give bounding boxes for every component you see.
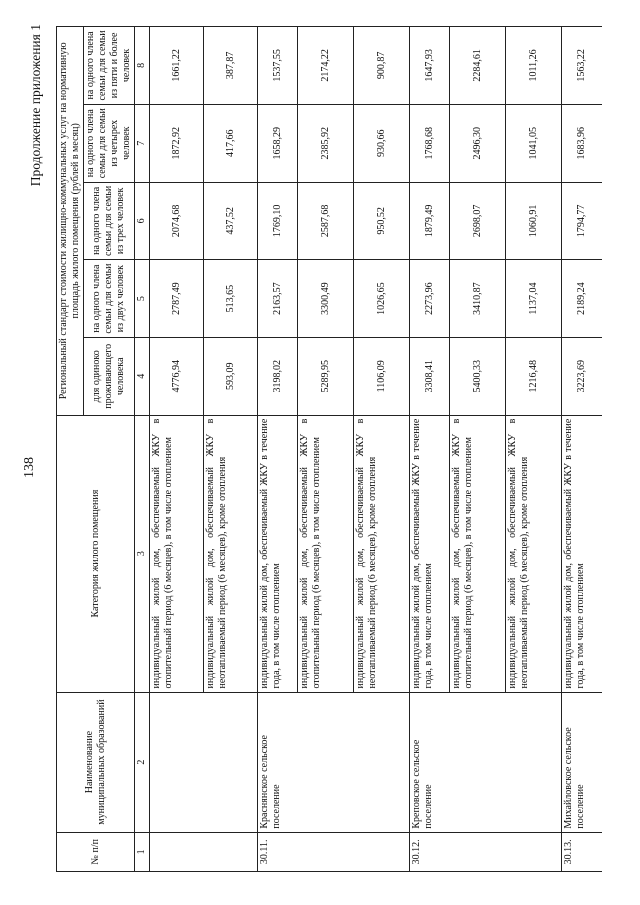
value-cell: 950,52 [354, 182, 410, 260]
row-number: 30.11. [258, 832, 410, 871]
municipality-name: Креповское сельское поселение [410, 692, 562, 832]
colnum: 7 [135, 104, 150, 182]
table-row [258, 27, 298, 872]
value-cell: 3308,41 [410, 337, 450, 415]
municipality-name: Краснянское сельское поселение [258, 692, 410, 832]
category-text: индивидуальный жилой дом, обеспечиваемый ЖКУ в отопительный период (6 месяцев), в том числе отоплением [150, 415, 204, 692]
value-cell: 1563,22 [562, 27, 602, 105]
col-category-header: Категория жилого помещения [57, 415, 135, 692]
value-cell: 593,09 [204, 337, 258, 415]
value-cell: 2284,61 [450, 27, 506, 105]
municipality-name: Михайловское сельское поселение [562, 692, 602, 832]
value-cell: 1060,91 [506, 182, 562, 260]
col-muni-header: Наименование муниципальных образований [57, 692, 135, 832]
value-cell: 1647,93 [410, 27, 450, 105]
colnum: 1 [135, 832, 150, 871]
colnum: 4 [135, 337, 150, 415]
value-cell: 5289,95 [298, 337, 354, 415]
subheader-family-3: на одного члена семьи для семьи из трех человек [84, 182, 135, 260]
value-cell: 1216,48 [506, 337, 562, 415]
value-cell: 2074,68 [150, 182, 204, 260]
municipality-name [150, 692, 258, 832]
value-cell: 2787,49 [150, 260, 204, 338]
colnum: 8 [135, 27, 150, 105]
value-cell: 1106,09 [354, 337, 410, 415]
value-cell: 4776,94 [150, 337, 204, 415]
colnum: 3 [135, 415, 150, 692]
value-cell: 1026,65 [354, 260, 410, 338]
category-text: индивидуальный жилой дом, обеспечиваемый ЖКУ в неотапливаемый период (6 месяцев), кроме отопления [204, 415, 258, 692]
value-cell: 2163,57 [258, 260, 298, 338]
value-cell: 900,87 [354, 27, 410, 105]
value-cell: 2174,22 [298, 27, 354, 105]
page-number: 138 [22, 457, 37, 478]
value-cell: 930,66 [354, 104, 410, 182]
value-cell: 1537,55 [258, 27, 298, 105]
value-cell: 387,87 [204, 27, 258, 105]
category-text: индивидуальный жилой дом, обеспечиваемый ЖКУ в течение года, в том числе отоплением [258, 415, 298, 692]
row-number: 30.13. [562, 832, 602, 871]
subheader-family-4: на одного члена семьи для семьи из четырех человек [84, 104, 135, 182]
column-number-row [135, 27, 150, 872]
table-row [410, 27, 450, 872]
appendix-label: Продолжение приложения 1 [28, 24, 43, 187]
category-text: индивидуальный жилой дом, обеспечиваемый ЖКУ в отопительный период (6 месяцев), в том числе отоплением [450, 415, 506, 692]
housing-cost-table [56, 26, 602, 872]
table-row [150, 27, 204, 872]
colnum: 6 [135, 182, 150, 260]
value-cell: 2587,68 [298, 182, 354, 260]
col-no-header: № п/п [57, 832, 135, 871]
value-cell: 1137,04 [506, 260, 562, 338]
value-cell: 1041,05 [506, 104, 562, 182]
value-cell: 1879,49 [410, 182, 450, 260]
value-cell: 513,65 [204, 260, 258, 338]
value-cell: 1683,96 [562, 104, 602, 182]
header-row [57, 27, 84, 872]
value-cell: 2273,96 [410, 260, 450, 338]
value-cell: 3410,87 [450, 260, 506, 338]
value-cell: 2698,07 [450, 182, 506, 260]
value-cell: 2496,30 [450, 104, 506, 182]
value-cell: 3300,49 [298, 260, 354, 338]
value-cell: 1872,92 [150, 104, 204, 182]
category-text: индивидуальный жилой дом, обеспечиваемый ЖКУ в неотапливаемый период (6 месяцев), кроме отопления [506, 415, 562, 692]
subheader-family-2: на одного члена семьи для семьи из двух человек [84, 260, 135, 338]
value-cell: 1768,68 [410, 104, 450, 182]
table-row [562, 27, 602, 872]
colnum: 2 [135, 692, 150, 832]
value-cell: 417,66 [204, 104, 258, 182]
value-cell: 1658,29 [258, 104, 298, 182]
col-standard-header: Региональный стандарт стоимости жилищно-коммунальных услуг на нормативную площадь жилого помещения (рублей в месяц) [57, 27, 84, 416]
value-cell: 437,52 [204, 182, 258, 260]
value-cell: 3198,02 [258, 337, 298, 415]
row-number: 30.12. [410, 832, 562, 871]
value-cell: 1661,22 [150, 27, 204, 105]
value-cell: 3223,69 [562, 337, 602, 415]
value-cell: 2385,92 [298, 104, 354, 182]
colnum: 5 [135, 260, 150, 338]
category-text: индивидуальный жилой дом, обеспечиваемый ЖКУ в течение года, в том числе отоплением [410, 415, 450, 692]
row-number [150, 832, 258, 871]
category-text: индивидуальный жилой дом, обеспечиваемый ЖКУ в течение года, в том числе отоплением [562, 415, 602, 692]
category-text: индивидуальный жилой дом, обеспечиваемый ЖКУ в отопительный период (6 месяцев), в том числе отоплением [298, 415, 354, 692]
subheader-single: для одиноко проживающего человека [84, 337, 135, 415]
subheader-family-5plus: на одного члена семьи для семьи из пяти и более человек [84, 27, 135, 105]
value-cell: 1794,77 [562, 182, 602, 260]
value-cell: 5400,33 [450, 337, 506, 415]
category-text: индивидуальный жилой дом, обеспечиваемый ЖКУ в неотапливаемый период (6 месяцев), кроме отопления [354, 415, 410, 692]
value-cell: 1011,26 [506, 27, 562, 105]
value-cell: 1769,10 [258, 182, 298, 260]
value-cell: 2189,24 [562, 260, 602, 338]
